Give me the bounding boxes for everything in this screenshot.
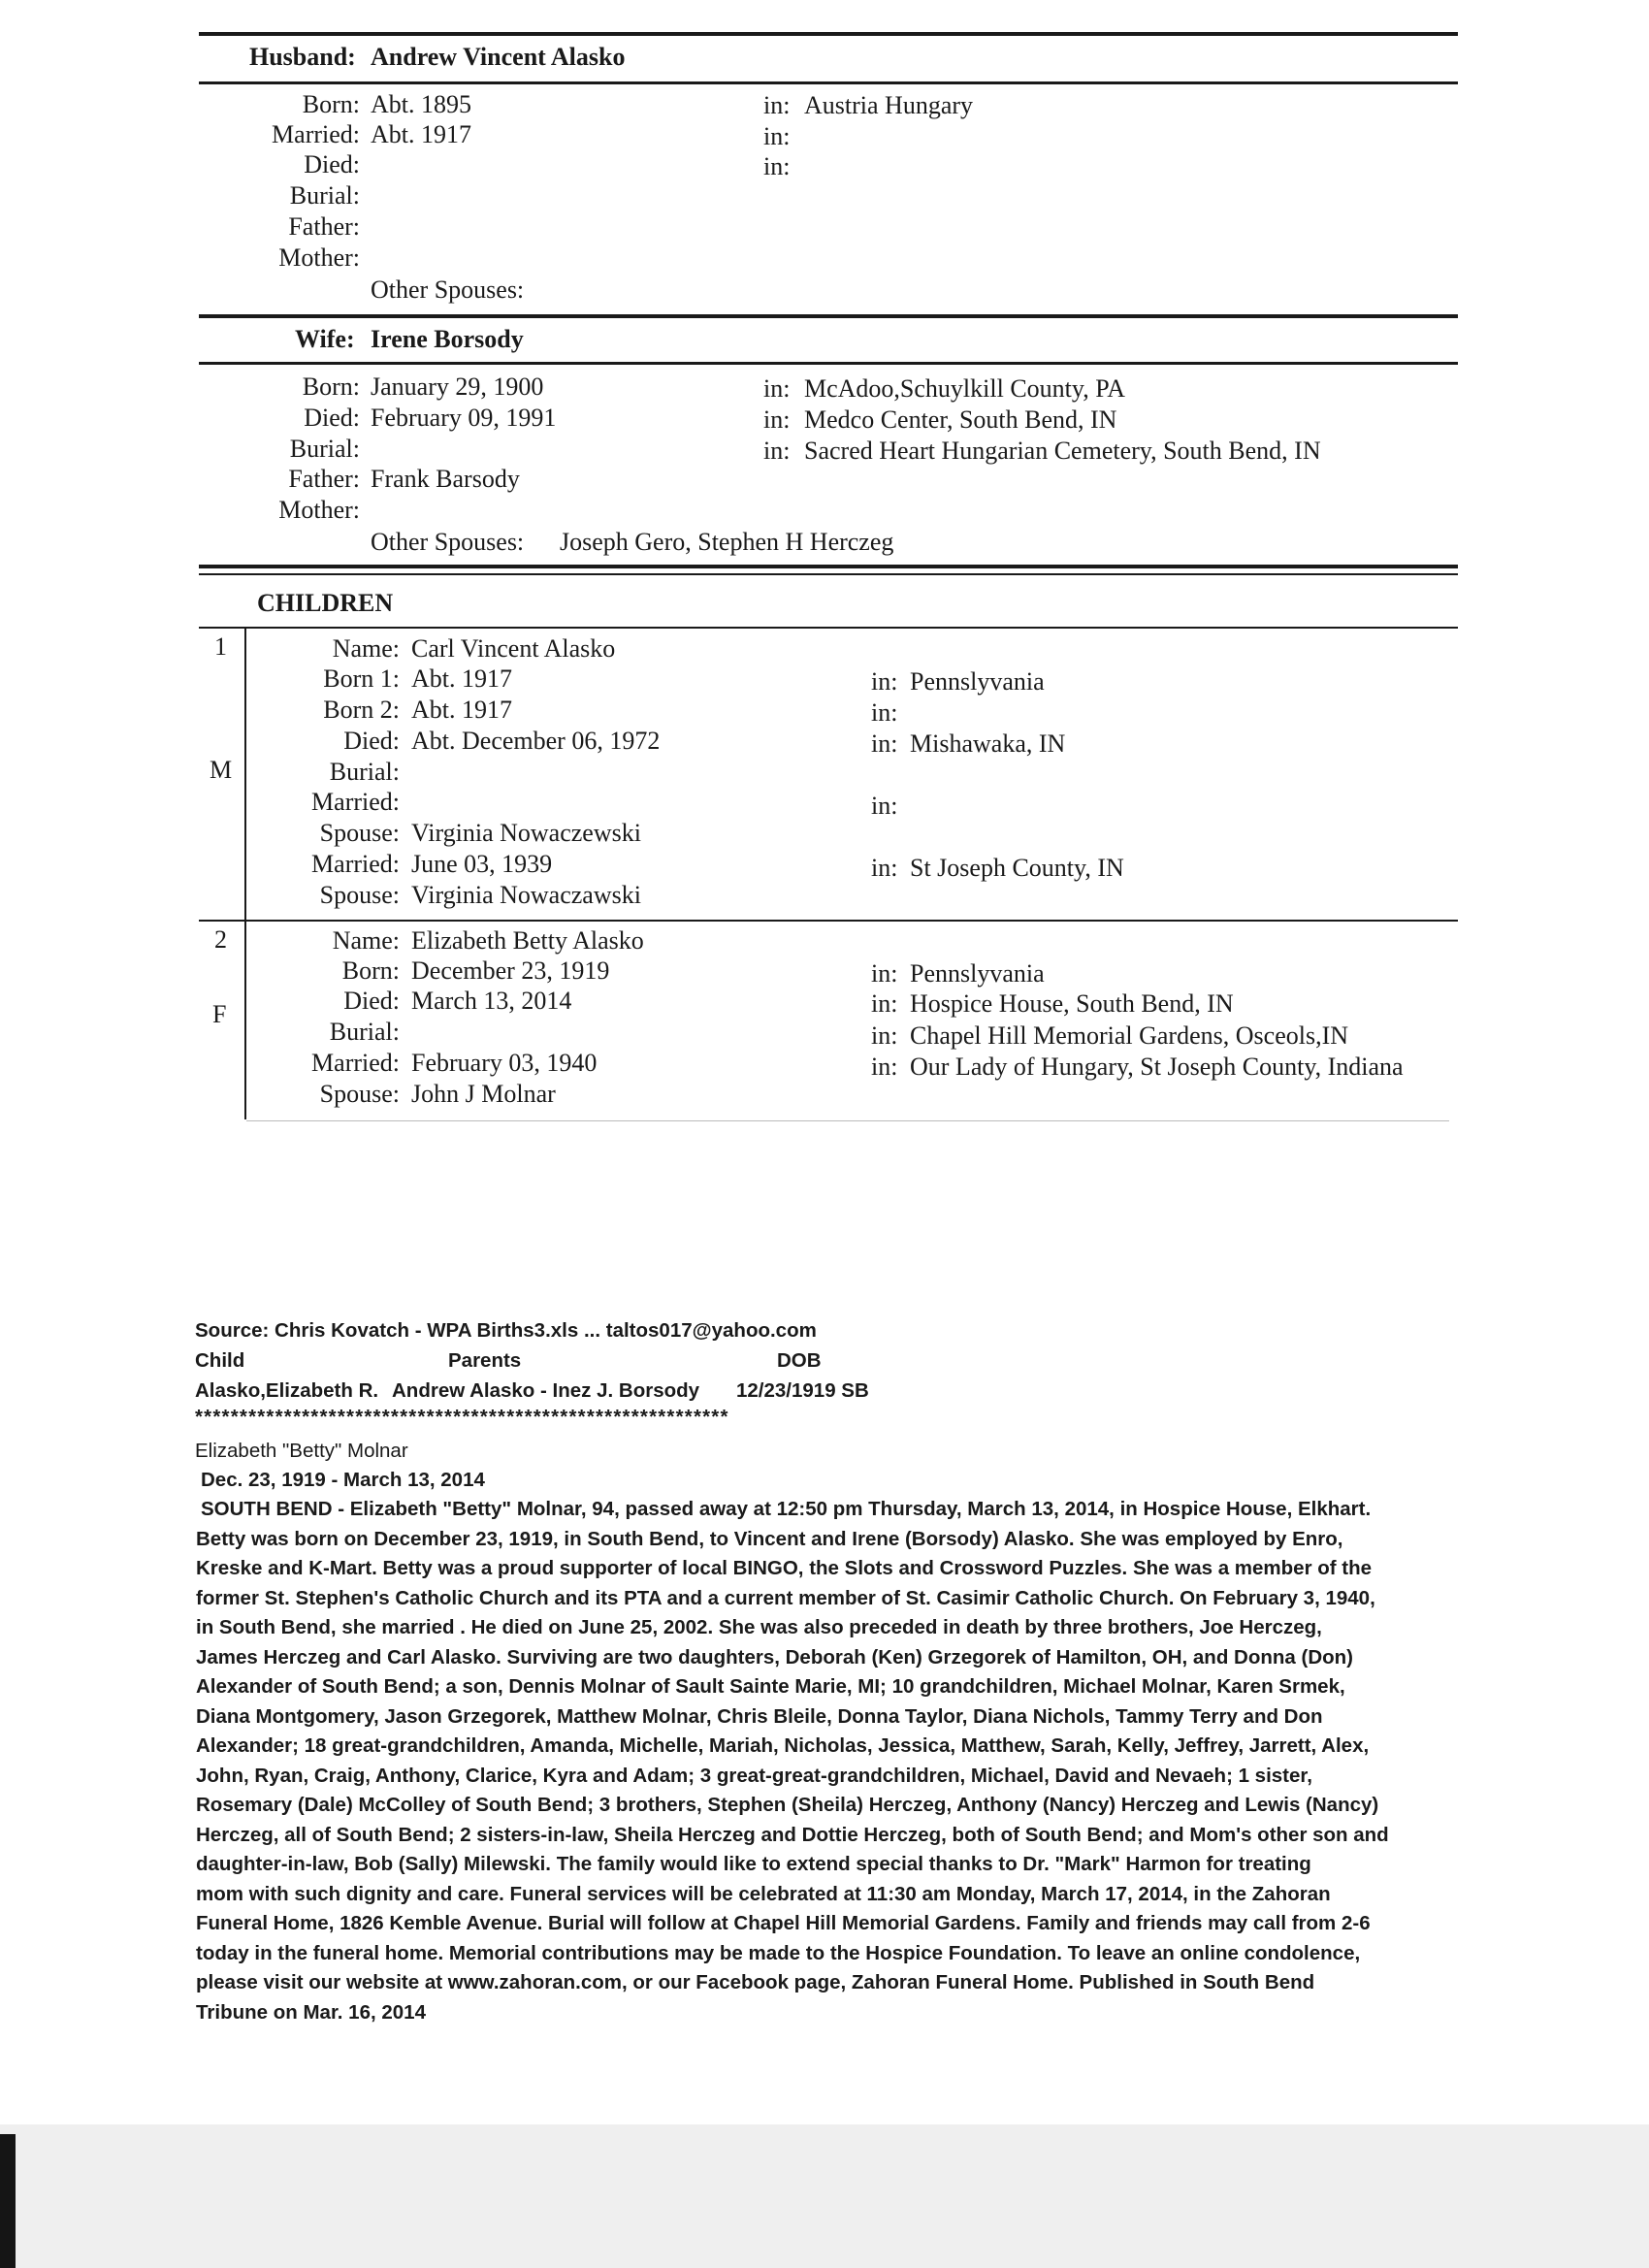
obituary-line: today in the funeral home. Memorial contributions may be made to the Hospice Foundation. To leave an online condolence, <box>196 1941 1361 1964</box>
wife-father-value: Frank Barsody <box>371 465 520 493</box>
source-record-child: Alasko,Elizabeth R. <box>195 1379 379 1402</box>
husband-died-label: Died: <box>304 150 360 178</box>
child-2-married-place: Our Lady of Hungary, St Joseph County, Indiana <box>910 1053 1404 1081</box>
child-1-died-value: Abt. December 06, 1972 <box>411 727 661 755</box>
husband-married-in: in: <box>763 122 791 150</box>
husband-born-in: in: <box>763 91 791 119</box>
wife-burial-label: Burial: <box>289 435 360 463</box>
child-2-married-label: Married: <box>311 1049 400 1077</box>
obituary-line: Alexander of South Bend; a son, Dennis Molnar of Sault Sainte Marie, MI; 10 grandchildren, Michael Molnar, Karen Srmek, <box>196 1675 1345 1698</box>
child-1-born2-in: in: <box>871 698 898 727</box>
husband-married-value: Abt. 1917 <box>371 120 471 148</box>
obituary-line: Herczeg, all of South Bend; 2 sisters-in-law, Sheila Herczeg and Dottie Herczeg, both of South Bend; and Mom's other son and <box>196 1823 1389 1846</box>
obituary-line: SOUTH BEND - Elizabeth "Betty" Molnar, 94, passed away at 12:50 pm Thursday, March 13, 2014, in Hospice House, Elkhart. <box>201 1498 1372 1520</box>
child-2-sex: F <box>212 1000 227 1028</box>
obituary-line: Betty was born on December 23, 1919, in South Bend, to Vincent and Irene (Borsody) Alasko. She was employed by Enro, <box>196 1527 1343 1550</box>
obituary-line: Diana Montgomery, Jason Grzegorek, Matthew Molnar, Chris Bleile, Donna Taylor, Diana Nichols, Tammy Terry and Don <box>196 1704 1323 1728</box>
child-1-married2-in: in: <box>871 854 898 882</box>
husband-name: Andrew Vincent Alasko <box>371 43 626 71</box>
child-1-born1-in: in: <box>871 667 898 696</box>
child-1-married2-value: June 03, 1939 <box>411 850 553 878</box>
wife-died-in: in: <box>763 405 791 434</box>
husband-top-rule <box>199 32 1458 36</box>
obituary-line: mom with such dignity and care. Funeral services will be celebrated at 11:30 am Monday, March 17, 2014, in the Zahoran <box>196 1882 1331 1905</box>
obituary-line: Kreske and K-Mart. Betty was a proud supporter of local BINGO, the Slots and Crossword Puzzles. She was a member of the <box>196 1557 1373 1579</box>
wife-born-value: January 29, 1900 <box>371 373 544 401</box>
child-2-number: 2 <box>214 925 227 954</box>
source-record-parents: Andrew Alasko - Inez J. Borsody <box>392 1379 700 1402</box>
child-1-spouse1-value: Virginia Nowaczewski <box>411 819 641 847</box>
child-2-spouse-value: John J Molnar <box>411 1080 556 1108</box>
child-2-married-in: in: <box>871 1053 898 1081</box>
child-2-burial-in: in: <box>871 1021 898 1050</box>
child-1-spouse1-label: Spouse: <box>319 819 400 847</box>
child-2-died-place: Hospice House, South Bend, IN <box>910 989 1234 1018</box>
sheet-bottom-faint-rule <box>246 1120 1449 1121</box>
wife-bottom-rule <box>199 362 1458 365</box>
children-bottom-rule <box>199 627 1458 629</box>
separator-line: ************************************************************ <box>195 1406 729 1428</box>
wife-burial-place: Sacred Heart Hungarian Cemetery, South Bend, IN <box>804 437 1321 465</box>
wife-burial-in: in: <box>763 437 791 465</box>
obituary-line: Alexander; 18 great-grandchildren, Amanda, Michelle, Mariah, Nicholas, Jessica, Matthew, Sarah, Kelly, Jeffrey, Jarrett, Alex, <box>196 1734 1370 1757</box>
source-col-dob: DOB <box>777 1349 822 1372</box>
child-1-married2-place: St Joseph County, IN <box>910 854 1124 882</box>
child-1-born2-value: Abt. 1917 <box>411 696 512 724</box>
child-1-born2-label: Born 2: <box>323 696 400 724</box>
wife-name: Irene Borsody <box>371 325 524 353</box>
wife-born-place: McAdoo,Schuylkill County, PA <box>804 374 1126 403</box>
child-2-spouse-label: Spouse: <box>319 1080 400 1108</box>
obituary-line: former St. Stephen's Catholic Church and its PTA and a current member of St. Casimir Catholic Church. On February 3, 1940, <box>196 1586 1375 1609</box>
child-2-married-value: February 03, 1940 <box>411 1049 598 1077</box>
husband-burial-label: Burial: <box>289 181 360 210</box>
child-1-name-label: Name: <box>332 634 400 663</box>
husband-died-in: in: <box>763 152 791 180</box>
child-1-burial-label: Burial: <box>329 758 400 786</box>
obituary-line: Rosemary (Dale) McColley of South Bend; 3 brothers, Stephen (Sheila) Herczeg, Anthony (Nancy) Herczeg and Lewis (Nancy) <box>196 1794 1379 1816</box>
child-1-spouse2-label: Spouse: <box>319 881 400 909</box>
children-top-rule <box>199 565 1458 568</box>
child-2-burial-label: Burial: <box>329 1018 400 1046</box>
husband-other-spouses-label: Other Spouses: <box>371 275 525 304</box>
husband-mother-label: Mother: <box>278 243 360 272</box>
source-col-child: Child <box>195 1349 245 1372</box>
obituary-dates: Dec. 23, 1919 - March 13, 2014 <box>201 1469 485 1491</box>
wife-mother-label: Mother: <box>278 496 360 524</box>
wife-died-label: Died: <box>304 404 360 432</box>
obituary-line: John, Ryan, Craig, Anthony, Clarice, Kyra and Adam; 3 great-great-grandchildren, Michael, David and Nevaeh; 1 sister, <box>196 1764 1312 1787</box>
child-1-married1-in: in: <box>871 792 898 820</box>
obituary-line: please visit our website at www.zahoran.com, or our Facebook page, Zahoran Funeral Home. Published in South Bend <box>196 1971 1315 1993</box>
child-2-born-in: in: <box>871 959 898 988</box>
child-1-name-value: Carl Vincent Alasko <box>411 634 616 663</box>
husband-married-label: Married: <box>272 120 360 148</box>
child-1-died-in: in: <box>871 729 898 758</box>
source-line: Source: Chris Kovatch - WPA Births3.xls ... taltos017@yahoo.com <box>195 1319 817 1342</box>
child-2-born-place: Pennslyvania <box>910 959 1045 988</box>
source-record-dob: 12/23/1919 SB <box>736 1379 869 1402</box>
husband-father-label: Father: <box>288 212 360 241</box>
wife-heading: Wife: <box>295 325 355 353</box>
wife-born-in: in: <box>763 374 791 403</box>
children-top-rule-thin <box>199 573 1458 575</box>
obituary-line: Tribune on Mar. 16, 2014 <box>196 2000 426 2024</box>
child-2-died-label: Died: <box>343 987 400 1015</box>
child-1-married1-label: Married: <box>311 788 400 816</box>
child-2-burial-place: Chapel Hill Memorial Gardens, Osceols,IN <box>910 1021 1349 1050</box>
children-heading: CHILDREN <box>257 589 394 617</box>
wife-died-place: Medco Center, South Bend, IN <box>804 405 1117 434</box>
child-2-born-label: Born: <box>341 956 400 985</box>
source-col-parents: Parents <box>448 1349 522 1372</box>
wife-top-rule <box>199 314 1458 318</box>
child-1-married2-label: Married: <box>311 850 400 878</box>
obituary-line: daughter-in-law, Bob (Sally) Milewski. The family would like to extend special thanks to Dr. "Mark" Harmon for treating <box>196 1853 1311 1875</box>
child-divider-rule <box>199 920 1458 922</box>
husband-born-place: Austria Hungary <box>804 91 974 119</box>
wife-other-spouses: Joseph Gero, Stephen H Herczeg <box>560 528 894 556</box>
obituary-title: Elizabeth "Betty" Molnar <box>195 1440 408 1462</box>
child-1-spouse2-value: Virginia Nowaczawski <box>411 881 641 909</box>
child-1-number: 1 <box>214 632 227 661</box>
husband-heading: Husband: <box>249 43 356 71</box>
obituary-line: Funeral Home, 1826 Kemble Avenue. Burial will follow at Chapel Hill Memorial Gardens. Family and friends may call from 2-6 <box>196 1912 1371 1934</box>
scan-edge-dark <box>0 2134 16 2268</box>
wife-father-label: Father: <box>288 465 360 493</box>
child-2-died-in: in: <box>871 989 898 1018</box>
husband-born-label: Born: <box>302 90 360 118</box>
child-1-born1-place: Pennslyvania <box>910 667 1045 696</box>
obituary-line: in South Bend, she married . He died on June 25, 2002. She was also preceded in death by three brothers, Joe Herczeg, <box>196 1616 1322 1638</box>
obituary-line: James Herczeg and Carl Alasko. Surviving are two daughters, Deborah (Ken) Grzegorek of Hamilton, OH, and Donna (Don) <box>196 1645 1354 1669</box>
wife-died-value: February 09, 1991 <box>371 404 557 432</box>
child-1-died-label: Died: <box>343 727 400 755</box>
obituary-body <box>196 1495 1462 2027</box>
child-1-born1-label: Born 1: <box>323 664 400 693</box>
child-2-died-value: March 13, 2014 <box>411 987 572 1015</box>
child-2-name-value: Elizabeth Betty Alasko <box>411 926 644 955</box>
child-2-name-label: Name: <box>332 926 400 955</box>
husband-bottom-rule <box>199 81 1458 84</box>
wife-other-spouses-label: Other Spouses: <box>371 528 525 556</box>
child-1-born1-value: Abt. 1917 <box>411 664 512 693</box>
scan-edge-shadow <box>0 2124 1649 2268</box>
child-1-died-place: Mishawaka, IN <box>910 729 1066 758</box>
wife-born-label: Born: <box>302 373 360 401</box>
child-1-sex: M <box>210 756 233 784</box>
child-2-born-value: December 23, 1919 <box>411 956 610 985</box>
husband-born-value: Abt. 1895 <box>371 90 471 118</box>
